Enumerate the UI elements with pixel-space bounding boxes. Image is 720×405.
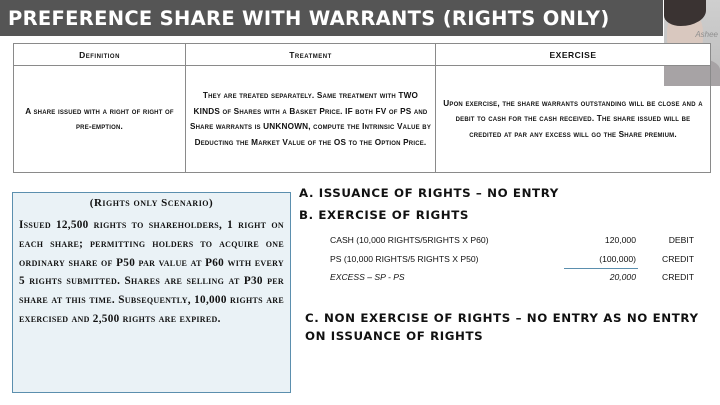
entry-amount: 20,000 [609,272,636,282]
header-definition: Definition [14,44,186,66]
cell-exercise: Upon exercise, the share warrants outstanding will be close and a debit to cash for the cash received. The share issued will be credited at par any excess will go the Share premium. [436,66,711,173]
entry-side: CREDIT [662,272,694,282]
heading-issuance: A. ISSUANCE OF RIGHTS – NO ENTRY [299,186,559,200]
table-row [14,66,711,173]
heading-non-exercise: C. NON EXERCISE OF RIGHTS – NO ENTRY AS NO ENTRY ON ISSUANCE OF RIGHTS [305,311,699,343]
entry-description: CASH (10,000 RIGHTS/5RIGHTS X P60) [330,235,489,245]
definition-treatment-table [13,43,711,173]
entry-description: PS (10,000 RIGHTS/5 RIGHTS X P50) [330,254,479,264]
rights-scenario-box [12,192,291,393]
entry-side: CREDIT [662,254,694,264]
scenario-body: Issued 12,500 rights to shareholders, 1 right on each share; permitting holders to acquire one ordinary share of P50 par value at P60 with every 5 rights submitted. Shares are selling at P30 per share at this time. Subsequently, 10,000 rights are exercised and 2,500 rights are expired. [19,219,284,325]
video-watermark: Ashee [695,30,718,39]
cell-definition: A share issued with a right of right of pre-emption. [14,66,186,173]
entry-side: DEBIT [668,235,694,245]
heading-exercise: B. EXERCISE OF RIGHTS [299,208,469,222]
entry-amount: (100,000) [599,254,636,264]
amount-underline [564,268,638,269]
journal-entry-ps [330,254,700,270]
slide-title: PREFERENCE SHARE WITH WARRANTS (RIGHTS ONLY) [0,0,663,36]
table-header-row [14,44,711,66]
header-treatment: Treatment [186,44,436,66]
cell-treatment: They are treated separately. Same treatment with TWO KINDS of Shares with a Basket Price. IF both FV of PS and Share warrants is UNKNOWN, compute the Intrinsic Value by Deducting the Market Value of the OS to the Option Price. [186,66,436,173]
entry-description: EXCESS – SP - PS [330,272,405,282]
journal-entry-cash [330,235,700,251]
header-exercise: EXERCISE [436,44,711,66]
entry-amount: 120,000 [604,235,636,245]
scenario-title: (Rights only Scenario) [89,197,214,209]
journal-entry-excess [330,272,700,288]
